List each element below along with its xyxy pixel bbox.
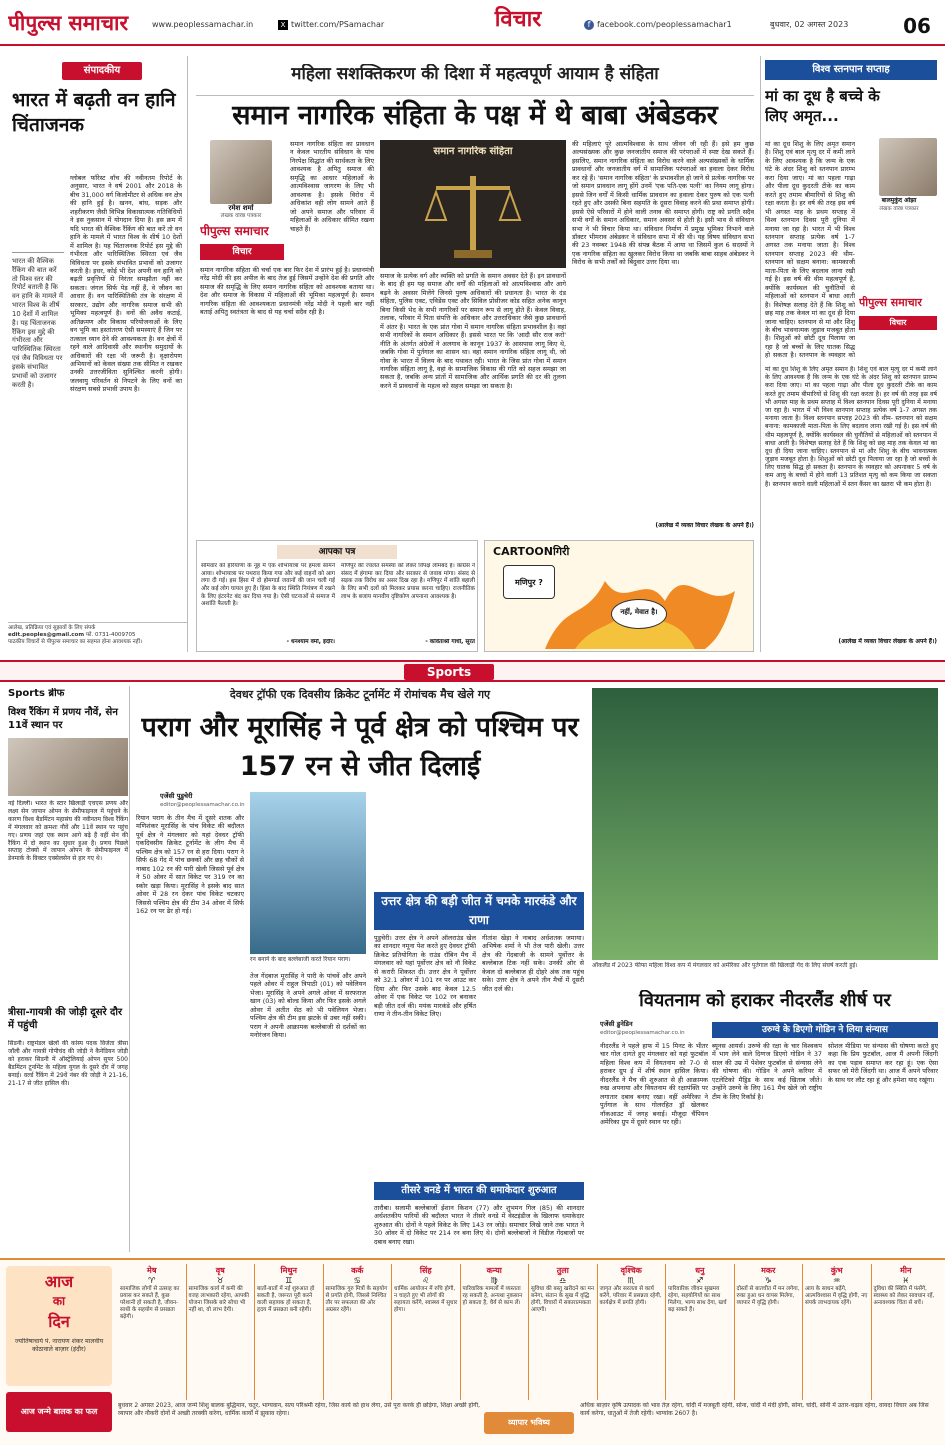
sign-aries: मेष ♈ सामाजिक लोगों से उत्साह का प्रयास कर सकते हैं, कुछ परेशानी हो सकती है, जीवन-साथी के सहयोग से प्रसन्नता बढ़ेगी।: [118, 1264, 187, 1400]
breastfeeding-footer-note: (आलेख में व्यक्त विचार लेखक के अपने हैं।): [838, 638, 937, 645]
brand-logo: पीपुल्स समाचार: [200, 224, 269, 238]
columnist-photo: [879, 138, 937, 196]
trade-text: अधिक बाज़ार कृषि उत्पादक को भाव तेज़ रहेगा, चांदी में मजबूती रहेगी, सोना, चांदी में मंदी होगी, सोना, चांदी, सोनी में उतार-चढ़ाव रहेगा, वायदा विचार अब जिस कार्य करेगा, धातुओं में तेजी रहेगी। भाग्यांक 2607 है।: [580, 1402, 929, 1418]
sports-brief-label: Sports ब्रीफ: [8, 688, 65, 699]
breastfeeding-body-top: मां का दूध शिशु के लिए अमृत समान है। शिशु एवं बाल मृत्यु दर में कमी लाने के लिए आवश्यक है कि जन्म के एक घंटे के अंदर शिशु को स्तनपान प्रारम्भ करा दिया जाए। मां का पहला गाढ़ा और पीला दूध कुदरती टीके का काम करते हुए तमाम बीमारियों से शिशु की रक्षा करता है। हर वर्ष की तरह इस वर्ष भी अगस्त माह के प्रथम सप्ताह में विश्व स्तनपान दिवस पूरी दुनिया में मनाया जा रहा है। भारत में भी विश्व स्तनपान सप्ताह प्रत्येक वर्ष 1-7 अगस्त तक मनाया जाता है। विश्व स्तनपान सप्ताह 2023 की थीम- स्तनपान को सक्षम बनाना: कामकाजी माता-पिता के लिए बदलाव लाना रखी गई है। इस वर्ष की थीम महत्वपूर्ण है, क्योंकि कार्यस्थल की चुनौतियों से महिलाओं को स्तनपान में बाधा आती है। विशेषज्ञ सलाह देते हैं कि शिशु को छह माह तक केवल मां का दूध ही दिया जाना चाहिए। स्तनपान से मां और शिशु के बीच भावनात्मक जुड़ाव मजबूत होता है। शिशुओं को छोटी दूध पिलाया जा रहा है जो बच्चों के लिए घातक सिद्ध हो सकता है। स्तनपान के व्यवहार को: [765, 140, 855, 360]
article-col1-body: समान नागरिक संहिता की चर्चा एक बार फिर देश में प्रारंभ हुई है। प्रधानमंत्री नरेंद्र मोदी की इस अपील के बाद तेज हुई जिसमें उन्होंने देश की प्रगति और समाज की समृद्धि के लिए समान नागरिक संहिता को आवश्यक बताया था। देश और समाज के विकास में महिलाओं की भूमिका महत्वपूर्ण है। समान नागरिक संहिता की आवश्यकता प्रधानमंत्री नरेंद्र मोदी ने पहली बार नहीं बताई अपितु स्वतंत्रता के बाद से यह चर्चा सदैव रही है।: [200, 266, 374, 317]
sign-virgo: कन्या ♍ पारिवारिक मामलों में व्यस्तता रह सकती है, अन्यथा नुकसान हो सकता है, धैर्य से काम लें।: [461, 1264, 530, 1400]
virgo-icon: ♍: [490, 1276, 498, 1285]
breastfeeding-brand-box: पीपुल्स समाचार विचार: [859, 296, 937, 334]
pisces-icon: ♓: [902, 1276, 910, 1285]
sign-sagittarius: धनु ♐ पारिवारिक जीवन सुखमय रहेगा, सहयोगियों का साथ मिलेगा, भाग्य साथ देगा, खर्च बढ़ सकते हैं।: [666, 1264, 735, 1400]
cricket-player-photo: [250, 792, 366, 954]
author-role: लेखक वरिष्ठ पत्रकार: [220, 213, 262, 219]
breastfeeding-headline: मां का दूध है बच्चे के लिए अमृत...: [765, 87, 880, 126]
twitter-icon: X: [278, 20, 288, 30]
masthead-logo: पीपुल्स समाचार: [8, 10, 129, 35]
libra-icon: ♎: [559, 1276, 567, 1285]
gemini-icon: ♊: [285, 1276, 293, 1285]
columnist-role: लेखक वरिष्ठ पत्रकार: [879, 206, 919, 212]
football-body: नीदरलैंड ने पहले हाफ में 15 मिनट के भीतर चार गोल दागते हुए मंगलवार को यहां फुटबॉल महिला विश्व कप में वियतनाम को 7-0 से हराकर ग्रुप ई में शीर्ष स्थान हासिल किया। नीदरलैंड ने मैच की शुरुआत से ही आक्रामक रुख अपनाया और वियतनाम की रक्षापंक्ति पर लगातार दबाव बनाए रखा। वहीं अमेरिका ने पुर्तगाल के साथ गोलरहित ड्रॉ खेलकर नॉकआउट में जगह बनाई। मौजूदा चैंपियन अमेरिका ग्रुप में दूसरे स्थान पर रही।: [600, 1042, 708, 1127]
godin-body: ब्यूनस आयर्स। उरुग्वे की रक्षा के चार विश्वकप में भाग लेने वाले दिग्गज डिएगो गोडिन ने 37 साल की उम्र में पेशेवर फुटबॉल से संन्यास लेने की घोषणा की। गोडिन ने अपने करियर में एटलेटिको मैड्रिड के साथ कई खिताब जीते। उन्होंने उरुग्वे के लिए 161 मैच खेले जो राष्ट्रीय टीम के लिए रिकॉर्ड है।: [712, 1042, 822, 1101]
scorpio-icon: ♏: [627, 1276, 635, 1285]
sign-cancer: कर्क ♋ सामाजिक गुरु मित्रों के सहयोग से प्रगति होगी, जिससे निश्चित तौर पर सफलता की ओर अग्रसर रहेंगे।: [324, 1264, 393, 1400]
article-headline: समान नागरिक संहिता के पक्ष में थे बाबा अंबेडकर: [232, 100, 718, 131]
article-kicker-bar: [196, 56, 754, 96]
editorial-pull-quote: भारत की वैश्विक रैंकिंग की बात करें तो विश्व स्तर की रिपोर्ट बताती है कि वन हानि के मामले में भारत विश्व के शीर्ष 10 देशों में शामिल है। यह चिंताजनक रैंकिंग इस मुद्दे की गंभीरता और पारिस्थितिक स्थिरता एवं जैव विविधता पर इसके संभावित प्रभावों को उजागर करती है।: [12, 252, 64, 652]
godin-body-2: सोशल मीडिया पर संन्यास की घोषणा करते हुए कहा कि प्रिय फुटबॉल, आज मैं अपनी जिंदगी का एक पड़ाव समाप्त कर रहा हूं। एक ऐसा सफर जो मेरी जिंदगी था। आज मैं अपने परिवार के साथ घर लौट रहा हूं और हमेशा याद रखूंगा।: [828, 1042, 938, 1084]
image-label: समान नागरिक संहिता: [433, 146, 513, 157]
article-image: [380, 140, 566, 268]
issue-date: बुधवार, 02 अगस्त 2023: [770, 20, 849, 29]
cricket-col3: पुडुचेरी। उत्तर क्षेत्र ने अपने ऑलराउंड खेल का शानदार नमूना पेश करते हुए देवधर ट्रॉफी क्रिकेट प्रतियोगिता के राउंड रॉबिन मैच में मंगलवार को यहां पूर्वोत्तर क्षेत्र को नौ विकेट से करारी शिकस्त दी। उत्तर क्षेत्र ने पूर्वोत्तर को 32.1 ओवर में 101 रन पर आउट कर दिया और फिर उसके बाद केवल 12.5 ओवर में एक विकेट पर 102 रन बनाकर बड़ी जीत दर्ज की। मयंक मारकंडे और हर्षित राणा ने तीन-तीन विकेट लिए।: [374, 934, 476, 1019]
breastfeeding-section: [760, 56, 940, 652]
third-odi-body: तारौबा। सलामी बल्लेबाजों ईशान किशन (77) और शुभमन गिल (85) की शानदार अर्धशतकीय पारियों की बदौलत भारत ने तीसरे वनडे में वेस्टइंडीज के खिलाफ धमाकेदार शुरुआत की। दोनों ने पहले विकेट के लिए 143 रन जोड़े। समाचार लिखे जाने तक भारत ने 30 ओवर में दो विकेट पर 214 रन बना लिए थे। दोनों बल्लेबाजों ने विंडीज गेंदबाजों पर दबाव बनाए रखा।: [374, 1204, 584, 1246]
facebook-link[interactable]: f facebook.com/peoplessamachar1: [584, 20, 764, 32]
breastfeeding-body-bottom: मां का दूध शिशु के लिए अमृत समान है। शिशु एवं बाल मृत्यु दर में कमी लाने के लिए आवश्यक है कि जन्म के एक घंटे के अंदर शिशु को स्तनपान प्रारम्भ करा दिया जाए। मां का पहला गाढ़ा और पीला दूध कुदरती टीके का काम करते हुए तमाम बीमारियों से शिशु की रक्षा करता है। हर वर्ष की तरह इस वर्ष भी अगस्त माह के प्रथम सप्ताह में विश्व स्तनपान दिवस पूरी दुनिया में मनाया जा रहा है। भारत में भी विश्व स्तनपान सप्ताह प्रत्येक वर्ष 1-7 अगस्त तक मनाया जाता है। विश्व स्तनपान सप्ताह 2023 की थीम- स्तनपान को सक्षम बनाना: कामकाजी माता-पिता के लिए बदलाव लाना रखी गई है। इस वर्ष की थीम महत्वपूर्ण है, क्योंकि कार्यस्थल की चुनौतियों से महिलाओं को स्तनपान में बाधा आती है। विशेषज्ञ सलाह देते हैं कि शिशु को छह माह तक केवल मां का दूध ही दिया जाना चाहिए। स्तनपान से मां और शिशु के बीच भावनात्मक जुड़ाव मजबूत होता है। शिशुओं को छोटी दूध पिलाया जा रहा है जो बच्चों के लिए घातक सिद्ध हो सकता है। स्तनपान के व्यवहार को अपनाकर 5 वर्ष के कम आयु के बच्चों में होने वाली 13 प्रतिशत मृत्यु को कम किया जा सकता है। स्तनपान कराने वाली महिलाओं में स्तन कैंसर का खतरा भी कम होता है।: [765, 366, 937, 488]
article-col3: की महिलाएं पूरे आत्मविश्वास के साथ जीवन जी रही हैं। इसे हम कुछ अल्पसंख्यक और कुछ जनजातीय समाज की परंपराओं में स्पष्ट देख सकते हैं। इसलिए, समान नागरिक संहिता का विरोध करने वाले अल्पसंख्यकों के धार्मिक प्रावधानों और जनजातीय वर्ग में सामाजिक परंपराओं का हवाला देकर विरोध कर रहे हैं। 'समान नागरिक संहिता' के प्रभावशील हो जाने से प्रत्येक नागरिक पर जो समान प्रावधान लागू होंगे उनमें 'एक पति-एक पत्नी' का नियम लागू होगा। इससे जिन वर्गों में किसी धार्मिक प्रावधान का हवाला देकर पुरुष को एक पत्नी रहते हुए और उसकी बिना सहमति के दूसरा विवाह करने की प्रथा समाप्त होगी। इससे ऐसे परिवारों में होने वाली तनाव की समाप्त होगी। राष्ट्र को प्रगति सदैव सभी वर्गों के समान अधिकार, समान अवसर से होती है। इसी भाव से संविधान सभा ने भी विचार किया था। संविधान निर्माण में प्रमुख भूमिका निभाने वाले डॉक्टर भीमराव अंबेडकर ने संविधान सभा में की थी। यह विषय संविधान सभा की 23 नवम्बर 1948 की संपन्न बैठक में आया था जिसमें कुल 6 सदस्यों ने एक नागरिक संहिता का खुलकर विरोध किया था जबकि बाबा साहब अंबेडकर ने विरोध के सभी तर्कों को बिंदुवार उत्तर दिया था।: [572, 140, 754, 267]
taurus-icon: ♉: [216, 1276, 224, 1285]
columnist-name: बालमुकुंद ओझा: [881, 197, 917, 204]
cricket-dateline: एजेंसी पुडुचेरी: [160, 792, 193, 800]
football-dateline: एजेंसी डुनेडिन: [600, 1020, 633, 1028]
sign-pisces: मीन ♓ दुविधा की स्थिति में फंसेंगे, स्वास्थ्य को लेकर सावधान रहें, अनावश्यक चिंता से बचें।: [873, 1266, 935, 1306]
cricket-email[interactable]: editor@peoplessamachar.co.in: [160, 802, 245, 808]
third-odi-headline: तीसरे वनडे में भारत की धमाकेदार शुरुआत: [374, 1182, 584, 1200]
letter-1-signature: - धनश्याम वर्मा, इंदौर।: [286, 639, 335, 645]
baby-text: बुधवार 2 अगस्त 2023, आज जन्मे शिशु बालक बुद्धिमान, चतुर, भाग्यवान, सत्य परिश्रमी रहेगा, जिस कार्य को हाथ लेगा, उसे पूरा करके ही छोड़ेगा, शिक्षा अच्छी होगी, व्यापार और नौकरी दोनों में अच्छी तरक्की करेगा, धार्मिक कार्यों में झुकाव रहेगा।: [118, 1402, 480, 1418]
cartoon-title: CARTOONगिरी: [493, 545, 570, 558]
article-footer-note: (आलेख में व्यक्त विचार लेखक के अपने हैं।): [655, 522, 754, 529]
godin-headline: उरुग्वे के डिएगो गोडिन ने लिया संन्यास: [712, 1022, 938, 1038]
cricket-col4: गीतांश खेड़ा ने नाबाद अर्धशतक जमाया। अभिषेक शर्मा ने भी तेज पारी खेली। उत्तर क्षेत्र की गेंदबाजी के सामने पूर्वोत्तर के बल्लेबाज टिक नहीं सके। उनकी ओर से केवल दो बल्लेबाज ही दोहरे अंक तक पहुंच सके। उत्तर क्षेत्र ने अपने तीन मैचों में दूसरी जीत दर्ज की।: [482, 934, 584, 993]
brand-box: [200, 224, 284, 262]
article-col1-intro: समान नागरिक संहिता का प्रावधान न केवल भारतीय संविधान के पांच निरपेक्ष सिद्धांत की सार्थकता के लिए आवश्यक है अपितु समाज की समृद्धि का आधार महिलाओं के आत्मविश्वास जागरण के लिए भी आवश्यक है। इसके विरोध में अधिकांश वही लोग सामने आते हैं जो अपने समाज और परिवार में महिलाओं के अधिकार सीमित रखना चाहते हैं।: [290, 140, 374, 233]
email-link[interactable]: edit.peoples@gmail.com: [8, 632, 85, 639]
facebook-icon: f: [584, 20, 594, 30]
sign-taurus: वृष ♉ सामाजिक कार्य में कमी की वजह लाभकारी रहेगा, आपकी योजना जिसके बारे सोचा भी नहीं था, वो लाभ देगी।: [187, 1264, 256, 1400]
football-photo: [592, 688, 938, 960]
astrologer-name: ज्योतिषाचार्य पं. नारायण शंकर मालवीय कोठावाले बाज़ार (इंदौर): [14, 1338, 104, 1354]
cricket-col2: तेज गेंदबाज मूरासिंह ने पारी के पांचवें और अपने पहले ओवर में राहुल त्रिपाठी (01) को पवेलियन भेजा। मूरासिंह ने अपने अगले ओवर में सरफराज खान (03) को बोल्ड किया और फिर इसके अगले ओवर में अतीत सेठ को भी पवेलियन भेजा। पश्चिम क्षेत्र की टीम इस झटके से उबर नहीं सकी। पराग ने अपनी आक्रामक बल्लेबाजी से दर्शकों का मनोरंजन किया।: [250, 972, 366, 1040]
baby-label: आज जन्मे बालक का फल: [6, 1392, 112, 1432]
brief-1-headline: विश्व रैंकिंग में प्रणय नौवें, सेन 11वें स्थान पर: [8, 707, 118, 731]
brief-1-body: नई दिल्ली। भारत के स्टार खिलाड़ी एचएस प्रणय और लक्ष्य सेन जापान ओपन के सेमीफाइनल में पहुंचने के कारण विश्व बैडमिंटन महासंघ की नवीनतम विश्व रैंकिंग में मंगलवार को क्रमशः नौवें और 11वें स्थान पर पहुंच गए। प्रणय जहां एक स्थान आगे बढ़े हैं वहीं सेन की रैंकिंग में दो स्थान का सुधार हुआ है। प्रणय पिछले सप्ताह टोक्यो में जापान ओपन के सेमीफाइनल में डेनमार्क के विक्टर एक्सेलसेन से हार गए थे।: [8, 800, 128, 863]
sign-aquarius: कुंभ ♒ आय के साधन बढ़ेंगे, आत्मविश्वास में वृद्धि होगी, नए संपर्क लाभदायक रहेंगे।: [803, 1264, 872, 1400]
cricket-kicker: देवधर ट्रॉफी एक दिवसीय क्रिकेट टूर्नामेंट में रोमांचक मैच खेले गए: [229, 688, 491, 701]
horoscope-section: [0, 1258, 945, 1445]
page-number: 06: [903, 14, 931, 36]
sign-scorpio: वृश्चिक ♏ जागृत और सरलता से कार्य करेंगे, परिवार में प्रसन्नता रहेगी, कार्यक्षेत्र में प्रगति होगी।: [598, 1264, 667, 1400]
letter-2: मणिपुर की ज्वलंत समस्या को लेकर विपक्ष लामबंद है। कांग्रेस ने संसद में हंगामा कर दिया और सरकार से जवाब मांगा। संसद से सड़क तक विरोध का असर दिख रहा है। मणिपुर में शांति बहाली के लिए सभी दलों को मिलकर प्रयास करना चाहिए। राजनीतिक लाभ के बजाय मानवीय दृष्टिकोण अपनाना आवश्यक है।: [341, 563, 475, 600]
aquarius-icon: ♒: [833, 1276, 841, 1285]
letter-1: सोमवार को हरियाणा के नूंह में एक शोभायात्रा पर हमला सामने आया। शोभायात्रा पर पथराव किया गया और कई वाहनों को आग लगा दी गई। इस हिंसा में दो होमगार्ड जवानों की जान चली गई और कई लोग घायल हुए हैं। हिंसा के बाद स्थिति नियंत्रण में रखने के लिए इंटरनेट बंद कर दिया गया है। ऐसी घटनाओं से समाज में अशांति फैलती है।: [201, 563, 335, 608]
cricket-col1: रियान पराग के तीन मैच में दूसरे शतक और मणिशंकर मूरासिंह के पांच विकेट की बदौलत पूर्व क्षेत्र ने मंगलवार को यहां देवधर ट्रॉफी एकदिवसीय क्रिकेट टूर्नामेंट के लीग मैच में पश्चिम क्षेत्र को 157 रन से हरा दिया। पराग ने सिर्फ 68 गेंद में पांच छक्कों और छह चौकों से नाबाद 102 रन की पारी खेली जिससे पूर्व क्षेत्र ने 50 ओवर में सात विकेट पर 319 रन का स्कोर खड़ा किया। मूरासिंह ने इसके बाद सात ओवर में 28 रन देकर पांच विकेट चटकाए जिससे पश्चिम क्षेत्र की टीम 34 ओवर में सिर्फ 162 रन पर ढेर हो गई।: [136, 814, 244, 915]
editorial-headline: भारत में बढ़ती वन हानि चिंताजनक: [12, 89, 176, 136]
brief-2-body: सिडनी। राष्ट्रमंडल खेलों की कांस्य पदक विजेता त्रीसा जॉली और गायत्री गोपीचंद की जोड़ी ने कैनेडियन जोड़ी को हराकर सिडनी में ऑस्ट्रेलियाई ओपन सुपर 500 बैडमिंटन टूर्नामेंट के महिला युगल के दूसरे दौर में जगह बनाई। वर्ल्ड रैंकिंग में 29वें नंबर की जोड़ी ने 21-16, 21-17 से जीत हासिल की।: [8, 1040, 128, 1087]
sports-band: [0, 660, 945, 682]
editorial-tag: संपादकीय: [62, 62, 142, 80]
trade-label: व्यापार भविष्य: [484, 1412, 574, 1434]
author-photo: [196, 140, 286, 220]
sign-gemini: मिथुन ♊ बातों-बातों में नई शुरुआत हो सकती है, जरूरत पूरी करने वाली सहायक हो सकता है, हृदय में प्रसन्नता बनी रहेगी।: [255, 1264, 324, 1400]
sign-capricorn: मकर ♑ दोस्तों से बातचीत में मन लगेगा, रुका हुआ धन वापस मिलेगा, व्यापार में वृद्धि होगी।: [735, 1264, 804, 1400]
letters-title: आपका पत्र: [277, 545, 397, 559]
section-title: विचार: [494, 7, 542, 32]
horoscope-title-box: आज का दिन ज्योतिषाचार्य पं. नारायण शंकर मालवीय कोठावाले बाज़ार (इंदौर): [6, 1266, 112, 1386]
sports-brief: [8, 686, 130, 1252]
capricorn-icon: ♑: [764, 1276, 772, 1285]
twitter-link[interactable]: X twitter.com/PSamachar: [278, 20, 438, 32]
editorial-body: ग्लोबल फॉरेस्ट वॉच की नवीनतम रिपोर्ट के अनुसार, भारत ने वर्ष 2001 और 2018 के बीच 31,000 वर्ग किलोमीटर से अधिक वन क्षेत्र की हानि हुई है। खनन, बांध, सड़क और शहरीकरण जैसी विभिन्न विकासात्मक गतिविधियों ने इस नुकसान में योगदान दिया है। इस क्रम में यदि भारत की वैश्विक रैंकिंग की बात करें तो वन हानि के मामले में भारत विश्व के शीर्ष 10 देशों में शामिल है। यह चिंताजनक रिपोर्ट इस मुद्दे की गंभीरता और पारिस्थितिक स्थिरता एवं जैव विविधता पर इसके संभावित प्रभावों को उजागर करती है। इधर, कोई भी देश अपनी वन हानि को बढ़ती प्रवृत्तियों से निरंतर समझौता नहीं कर सकता। जंगल सिर्फ पेड़ नहीं हैं, वे जीवन का आधार हैं। वन पारिस्थितिकी तंत्र के संरक्षण में सरकार, उद्योग और नागरिक समाज सभी की भूमिका महत्वपूर्ण है। वनों की अवैध कटाई, अतिक्रमण और विकास परियोजनाओं के लिए वन भूमि का हस्तांतरण ऐसी समस्याएं हैं जिन पर तत्काल ध्यान देने की आवश्यकता है। वन क्षेत्रों में रहने वाले आदिवासी और स्थानीय समुदायों के अधिकारों की रक्षा भी जरूरी है। वृक्षारोपण अभियानों को केवल संख्या तक सीमित न रखकर उनकी उत्तरजीविता सुनिश्चित करनी होगी। जलवायु परिवर्तन से निपटने के लिए वनों का संरक्षण सबसे प्रभावी उपाय है।: [70, 174, 182, 394]
brand-tag: विचार: [200, 244, 284, 260]
football-email[interactable]: editor@peoplessamachar.co.in: [600, 1030, 685, 1036]
sign-libra: तुला ♎ सुविधा की बस्तु खरीदने का मन बनेगा, संतान के सुख में वृद्धि होगी, विचारों में सकारात्मकता आएगी।: [529, 1264, 598, 1400]
cartoon-section: [484, 540, 754, 652]
letters-section: [196, 540, 478, 652]
cartoon-bubble-2: नहीं, मेवात है।: [611, 599, 667, 629]
aries-icon: ♈: [148, 1276, 156, 1285]
cricket-headline: पराग और मूरासिंह ने पूर्व क्षेत्र को पश्चिम पर 157 रन से जीत दिलाई: [141, 712, 579, 783]
sign-leo: सिंह ♌ धार्मिक आयोजन में रुचि होगी, न चाहते हुए भी लोगों की सहायता करेंगे, स्वास्थ्य में सुधार होगा।: [392, 1264, 461, 1400]
editorial-section: [8, 56, 188, 652]
author-portrait-image: [210, 140, 272, 204]
football-photo-caption: ऑकलैंड में 2023 फीफा महिला विश्व कप में मंगलवार को अमेरिका और पुर्तगाल की खिलाड़ी गेंद के लिए संघर्ष करती हुई।: [592, 962, 858, 969]
sports-section-title: Sports: [404, 664, 494, 680]
cartoon-bubble-1: मणिपुर ?: [503, 565, 555, 599]
leo-icon: ♌: [422, 1276, 430, 1285]
sign-name: मेष: [147, 1266, 157, 1275]
brief-1-photo: [8, 738, 128, 796]
masthead: [0, 0, 945, 46]
north-zone-box-headline: उत्तर क्षेत्र की बड़ी जीत में चमके मारकंडे और राणा: [374, 892, 584, 930]
brief-2-headline: त्रीसा-गायत्री की जोड़ी दूसरे दौर में पहुंची: [8, 1007, 123, 1031]
article-col2: समाज के प्रत्येक वर्ग और व्यक्ति को प्रगति के समान अवसर देते हैं। इन प्रावधानों के बाद ही हम यह समाज और वर्गों की महिलाओं को आत्मविश्वास और आगे बढ़ने के अवसर मिलेंगे जिनसे पुरुष अधिकारों की प्रधानता है। भारत के दंड संहिता, पुलिस एक्ट, एविडेंस एक्ट और सिविल प्रोसीजर कोड सहित अनेक कानून बिना किसी भेद के सभी नागरिकों पर समान रूप से लागू होते हैं। केवल विवाह, तलाक, परिवार में पिता संपत्ति के अधिकार और उत्तराधिकार जैसे कुछ प्रावधानों में अंतर है। भारत के एक प्रांत गोवा में समान नागरिक संहिता प्रभावशील है। वहां सभी नागरिकों के समान अधिकार हैं। इससे भारत पर कि 'आदौ सौर राज करो' नीति के अंतर्गत अंग्रेजों ने अलगाव के कानून 1937 के आसपास लागू किए थे, जबकि गोवा में पुर्तगाल का शासन था। वहां समान नागरिक संहिता लागू थी, जो गोवा के भारत में विलय के बाद यथावत रही। भारत के जिस प्रांत गोवा में समान नागरिक संहिता लागू है, वहां के सामाजिक विकास की गति को सहज समझा जा सकता है, जबकि अन्य प्रांतों में सामाजिक और आर्थिक प्रगति की दर की तुलना करने में प्रावधानों के महत्व को सहज समझा जा सकता है।: [380, 272, 566, 390]
cricket-photo-caption: रन बनाने के बाद बल्लेबाजी करते रियान पराग।: [250, 956, 351, 963]
scales-of-justice-icon: [420, 166, 526, 264]
article-kicker: महिला सशक्तिकरण की दिशा में महत्वपूर्ण आयाम है संहिता: [291, 64, 659, 84]
sagittarius-icon: ♐: [696, 1276, 704, 1285]
cancer-icon: ♋: [353, 1276, 361, 1285]
letter-2-signature: - कविताश्री गांधी, सूरत: [425, 639, 475, 645]
breastfeeding-tag: विश्व स्तनपान सप्ताह: [765, 60, 937, 80]
editorial-contact: आलेख, प्रतिक्रिया एवं सुझावों के लिए संपर्क edit.peoples@gmail.com फो. 0731-4009705 पाठकीय विचारों से पीपुल्स समाचार का सहमत होना आवश्यक नहीं।: [8, 622, 188, 652]
website-link[interactable]: www.peoplessamachar.in: [152, 20, 254, 29]
football-headline: वियतनाम को हराकर नीदरलैंड शीर्ष पर: [639, 990, 891, 1011]
author-name: रमेश शर्मा: [228, 204, 254, 212]
zodiac-grid: [118, 1264, 940, 1400]
